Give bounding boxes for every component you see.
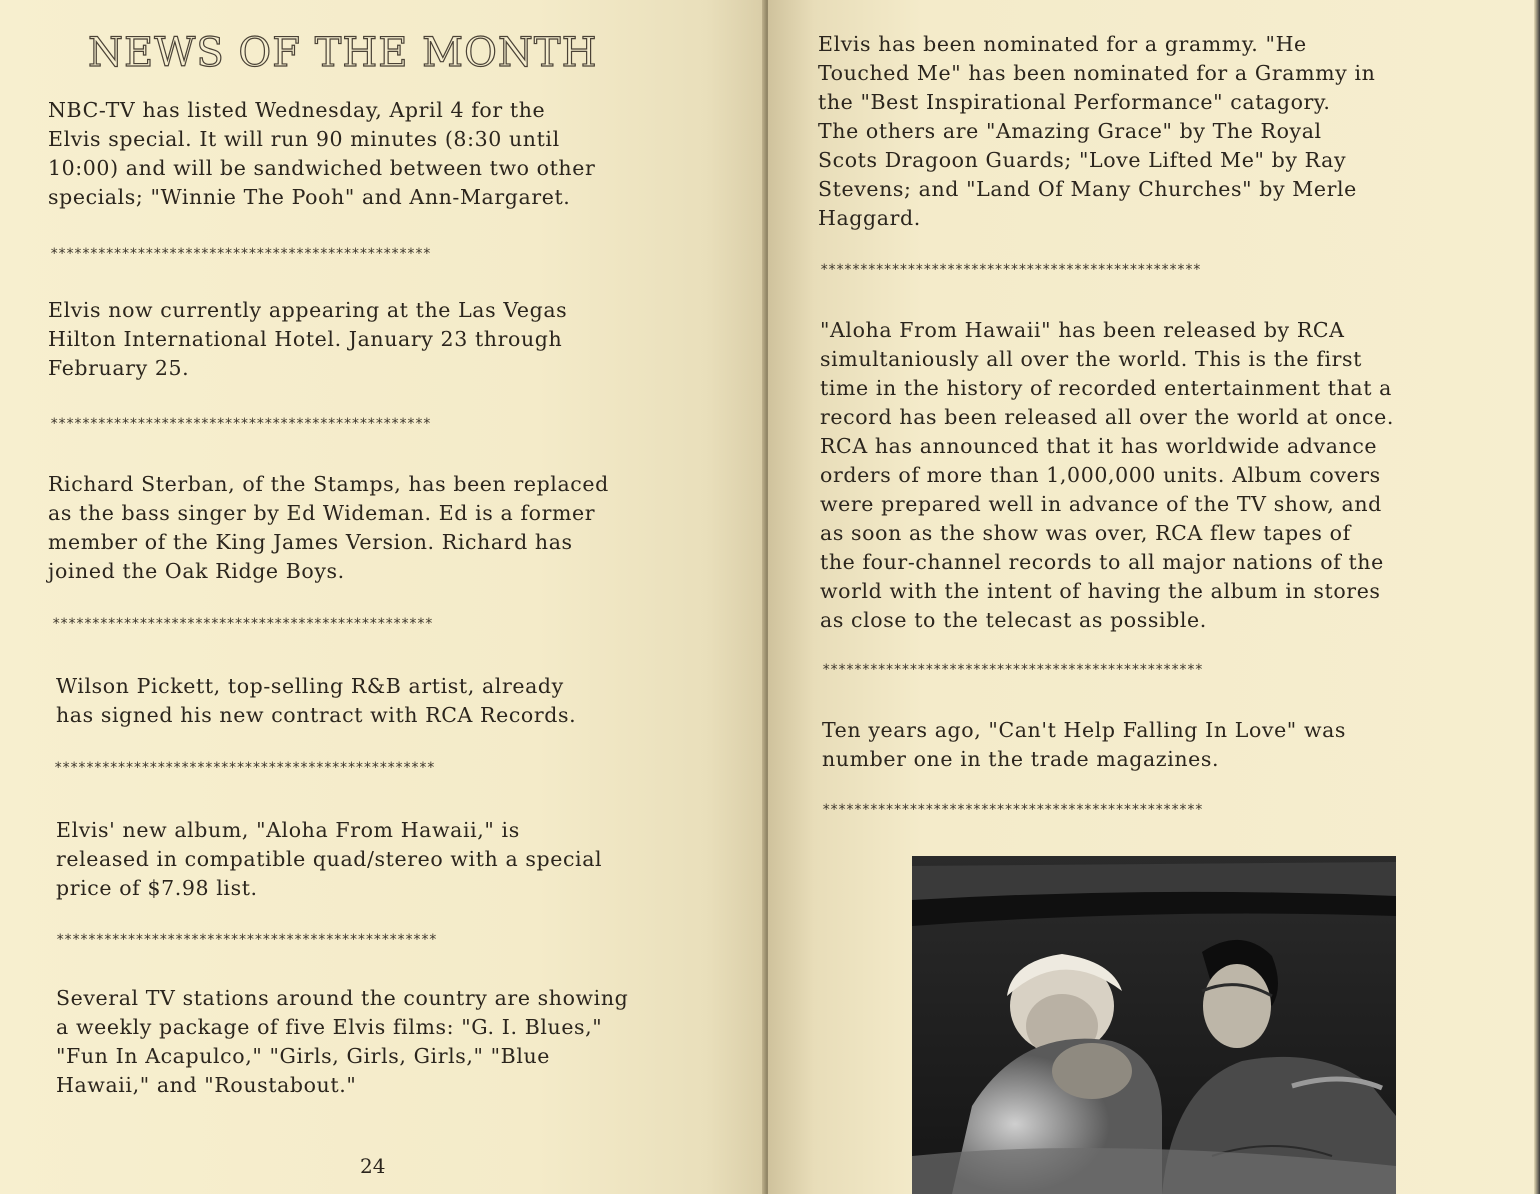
separator: ************************************************: [50, 416, 431, 432]
news-item-tv-film-package: Several TV stations around the country are showing a weekly package of five Elvis films: "G. I. Blues," "Fun In Acapulco," "Girls, Girls, Girls," "Blue Hawaii," and "Roustabout.": [56, 986, 629, 1097]
news-item-aloha-worldwide-release: "Aloha From Hawaii" has been released by RCA simultaniously all over the world. This is the first time in the history of recorded entertainment that a record has been released all over the world at once. RCA has announced that it has worldwide advance orders of more than 1,000,000 units. Album covers were prepared well in advance of the TV show, and as soon as the show was over, RCA flew tapes of the four-channel records to all major nations of the world with the intent of having the album in stores as close to the telecast as possible.: [820, 318, 1394, 632]
separator: ************************************************: [822, 802, 1203, 818]
news-item-nbc-special: NBC-TV has listed Wednesday, April 4 for the Elvis special. It will run 90 minutes (8:30 until 10:00) and will be sandwiched between two other specials; "Winnie The Pooh" and Ann-Margaret.: [48, 98, 596, 209]
page-title: NEWS OF THE MONTH: [88, 30, 598, 76]
news-item-grammy-nomination: Elvis has been nominated for a grammy. "He Touched Me" has been nominated for a Grammy in the "Best Inspirational Performance" catagory. The others are "Amazing Grace" by The Royal Scots Dragoon Guards; "Love Lifted Me" by Ray Stevens; and "Land Of Many Churches" by Merle Haggard.: [818, 32, 1376, 230]
page-number: 24: [360, 1154, 386, 1178]
photo-couple-in-car: [912, 856, 1396, 1194]
separator: ************************************************: [52, 616, 433, 632]
news-item-ten-years-ago: Ten years ago, "Can't Help Falling In Love" was number one in the trade magazines.: [822, 718, 1347, 771]
page-edge: [1534, 0, 1540, 1194]
separator: ************************************************: [56, 932, 437, 948]
news-item-las-vegas-hilton: Elvis now currently appearing at the Las Vegas Hilton International Hotel. January 23 through February 25.: [48, 298, 568, 380]
separator: ************************************************: [50, 246, 431, 262]
photo-illustration: [912, 856, 1396, 1194]
separator: ************************************************: [820, 262, 1201, 278]
separator: ************************************************: [54, 760, 435, 776]
news-item-wilson-pickett: Wilson Pickett, top-selling R&B artist, already has signed his new contract with RCA Records.: [56, 674, 577, 727]
news-item-aloha-quad-stereo: Elvis' new album, "Aloha From Hawaii," is released in compatible quad/stereo with a special price of $7.98 list.: [56, 818, 603, 900]
separator: ************************************************: [822, 662, 1203, 678]
news-item-richard-sterban: Richard Sterban, of the Stamps, has been replaced as the bass singer by Ed Wideman. Ed is a former member of the King James Version. Richard has joined the Oak Ridge Boys.: [48, 472, 609, 583]
left-page: [0, 0, 768, 1194]
